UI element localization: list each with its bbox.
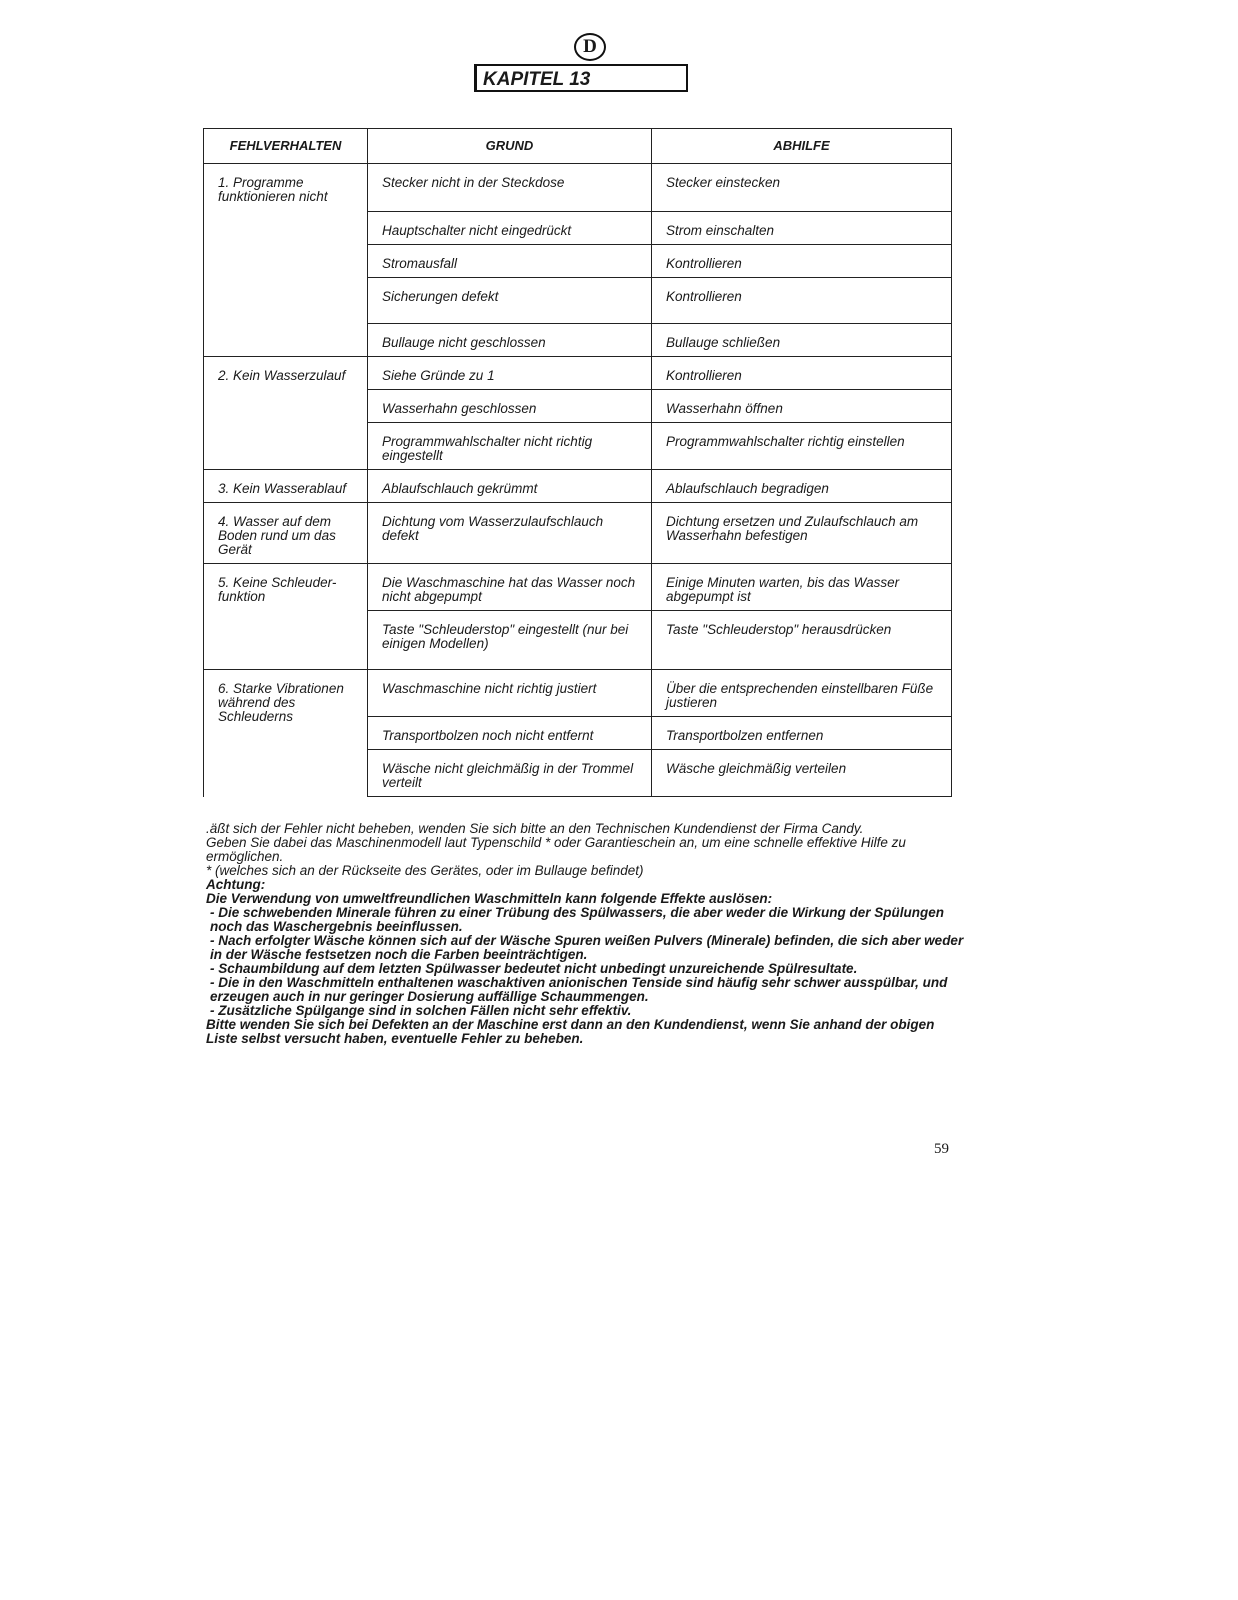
note-intro: Die Verwendung von umweltfreundlichen Waschmitteln kann folgende Effekte auslösen: [206, 891, 773, 906]
table-row [204, 564, 952, 611]
abhilfe-cell: Über die entsprechenden einstellbaren Füße justieren [652, 670, 952, 717]
note-footnote: * (welches sich an der Rückseite des Gerätes, oder im Bullauge befindet) [206, 863, 644, 878]
grund-cell: Siehe Gründe zu 1 [368, 357, 652, 390]
note-closing: Bitte wenden Sie sich bei Defekten an der Maschine erst dann an den Kundendienst, wenn Sie anhand der obigen Liste selbst versucht haben, eventuelle Fehler zu beheben. [206, 1017, 935, 1046]
note-effect-item: - Die in den Waschmitteln enthaltenen waschaktiven anionischen Tenside sind häufig sehr schwer ausspülbar, und erzeugen auch in nur geringer Dosierung auffällige Schaummengen. [210, 975, 948, 1004]
note-effect-item: - Die schwebenden Minerale führen zu einer Trübung des Spülwassers, die aber weder die Wirkung der Spülungen noch das Waschergebnis beeinflussen. [210, 905, 945, 934]
table-row [204, 470, 952, 503]
table-header-row [204, 129, 952, 164]
page-number: 59 [934, 1141, 949, 1157]
grund-cell: Stecker nicht in der Steckdose [368, 164, 652, 212]
grund-cell: Dichtung vom Wasserzulaufschlauch defekt [368, 503, 652, 564]
grund-cell: Stromausfall [368, 245, 652, 278]
grund-cell: Taste "Schleuderstop" eingestellt (nur bei einigen Modellen) [368, 611, 652, 670]
grund-cell: Die Waschmaschine hat das Wasser noch nicht abgepumpt [368, 564, 652, 611]
note-achtung-heading: Achtung: [206, 877, 266, 892]
abhilfe-cell: Programmwahlschalter richtig einstellen [652, 423, 952, 470]
grund-cell: Wasserhahn geschlossen [368, 390, 652, 423]
symptom-cell: 2. Kein Wasserzulauf [204, 357, 368, 470]
note-effect-item: - Zusätzliche Spülgange sind in solchen Fällen nicht sehr effektiv. [210, 1003, 632, 1018]
symptom-cell: 4. Wasser auf dem Boden rund um das Gerät [204, 503, 368, 564]
abhilfe-cell: Kontrollieren [652, 245, 952, 278]
chapter-title: KAPITEL 13 [474, 64, 688, 92]
grund-cell: Hauptschalter nicht eingedrückt [368, 212, 652, 245]
note-effect-item: - Schaumbildung auf dem letzten Spülwasser bedeutet nicht unbedingt unzureichende Spülresultate. [210, 961, 858, 976]
abhilfe-cell: Dichtung ersetzen und Zulaufschlauch am Wasserhahn befestigen [652, 503, 952, 564]
note-effect-item: - Nach erfolgter Wäsche können sich auf der Wäsche Spuren weißen Pulvers (Minerale) befinden, die sich aber weder in der Wäsche festsetzen noch die Farben beeinträchtigen. [210, 933, 964, 962]
table-row [204, 164, 952, 212]
table-row [204, 503, 952, 564]
symptom-cell: 6. Starke Vibrationen während des Schleuderns [204, 670, 368, 797]
header-abhilfe: ABHILFE [652, 129, 952, 164]
grund-cell: Programmwahlschalter nicht richtig eingestellt [368, 423, 652, 470]
grund-cell: Transportbolzen noch nicht entfernt [368, 717, 652, 750]
abhilfe-cell: Strom einschalten [652, 212, 952, 245]
abhilfe-cell: Kontrollieren [652, 278, 952, 324]
language-emblem-d: D [574, 33, 606, 61]
abhilfe-cell: Bullauge schließen [652, 324, 952, 357]
grund-cell: Sicherungen defekt [368, 278, 652, 324]
abhilfe-cell: Wäsche gleichmäßig verteilen [652, 750, 952, 797]
grund-cell: Bullauge nicht geschlossen [368, 324, 652, 357]
note-contact-service: .äßt sich der Fehler nicht beheben, wenden Sie sich bitte an den Technischen Kundendienst der Firma Candy. [206, 821, 864, 836]
symptom-cell: 5. Keine Schleuder-funktion [204, 564, 368, 670]
grund-cell: Wäsche nicht gleichmäßig in der Trommel verteilt [368, 750, 652, 797]
abhilfe-cell: Transportbolzen entfernen [652, 717, 952, 750]
abhilfe-cell: Ablaufschlauch begradigen [652, 470, 952, 503]
header-grund: GRUND [368, 129, 652, 164]
symptom-cell: 3. Kein Wasserablauf [204, 470, 368, 503]
table-row [204, 670, 952, 717]
abhilfe-cell: Einige Minuten warten, bis das Wasser abgepumpt ist [652, 564, 952, 611]
grund-cell: Waschmaschine nicht richtig justiert [368, 670, 652, 717]
abhilfe-cell: Wasserhahn öffnen [652, 390, 952, 423]
note-model-info: Geben Sie dabei das Maschinenmodell laut Typenschild * oder Garantieschein an, um eine schnelle effektive Hilfe zu ermöglichen. [206, 835, 906, 864]
abhilfe-cell: Stecker einstecken [652, 164, 952, 212]
abhilfe-cell: Taste "Schleuderstop" herausdrücken [652, 611, 952, 670]
symptom-cell: 1. Programme funktionieren nicht [204, 164, 368, 357]
header-fehlverhalten: FEHLVERHALTEN [204, 129, 368, 164]
troubleshooting-table [203, 128, 952, 797]
notes-section [206, 822, 966, 1046]
table-row [204, 357, 952, 390]
grund-cell: Ablaufschlauch gekrümmt [368, 470, 652, 503]
abhilfe-cell: Kontrollieren [652, 357, 952, 390]
